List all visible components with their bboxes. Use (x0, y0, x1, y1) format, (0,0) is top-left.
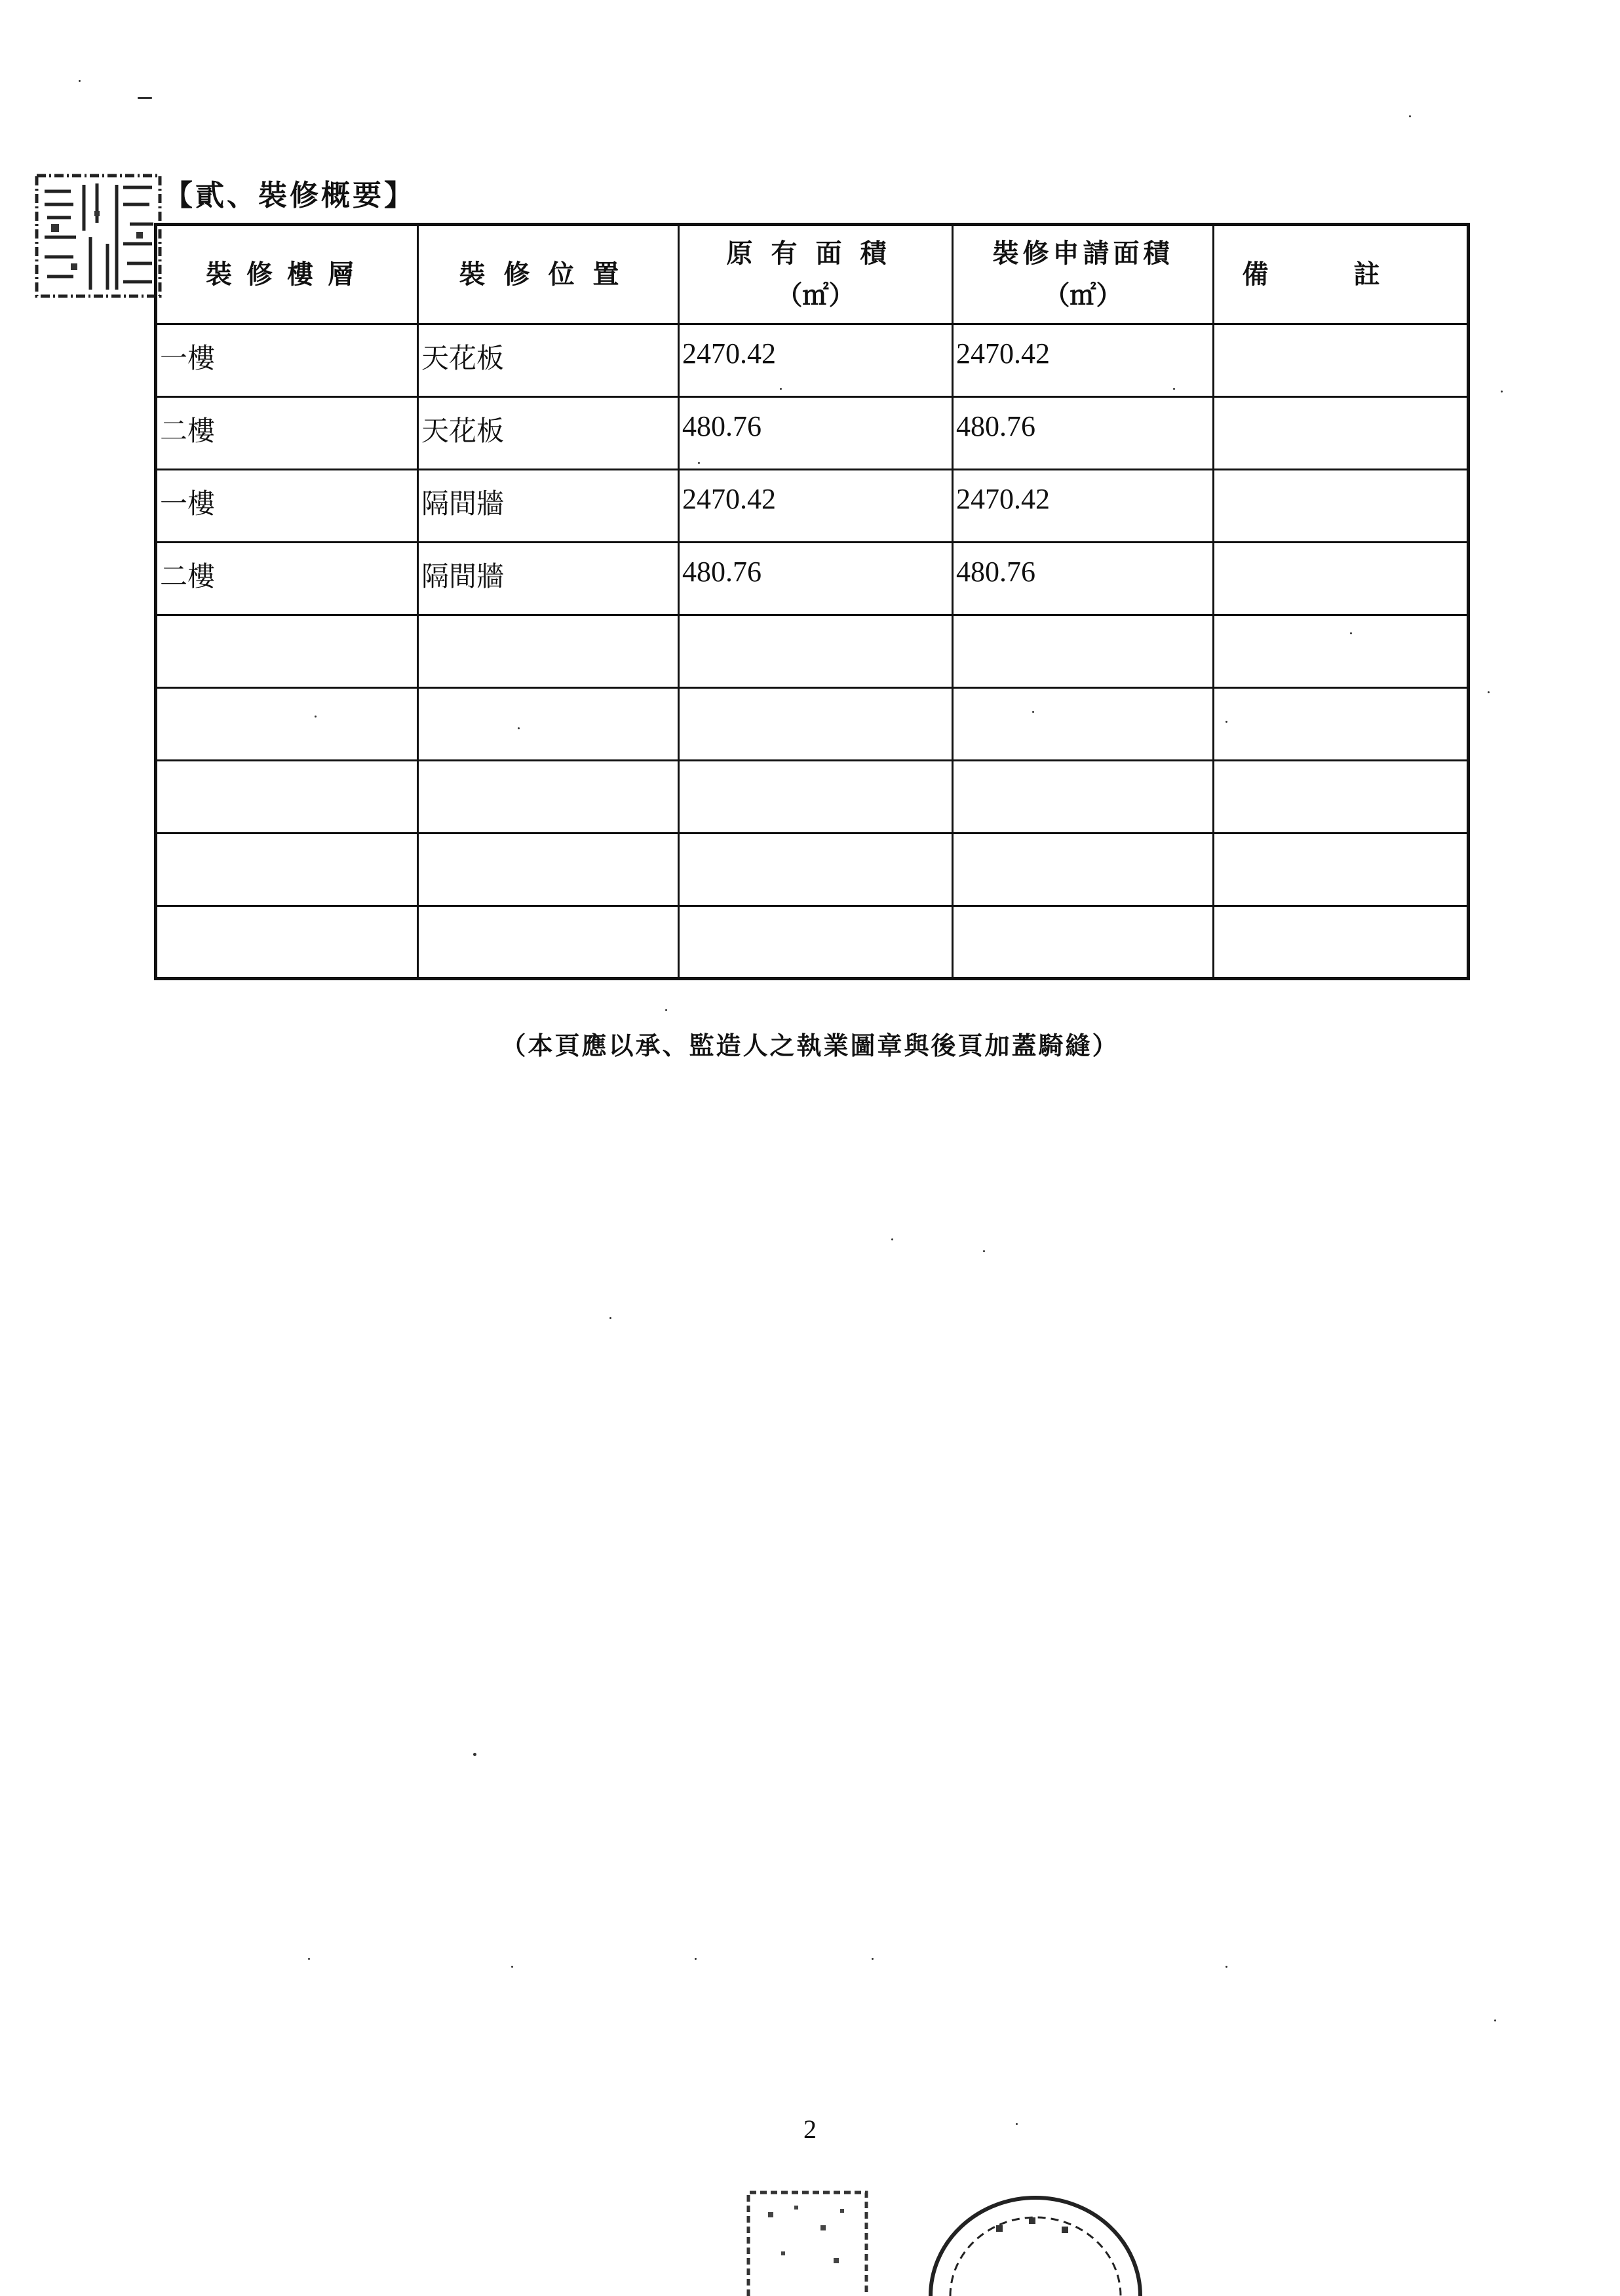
round-seal-icon (917, 2186, 1153, 2296)
cell-original-area (679, 688, 953, 761)
cell-original-area (679, 906, 953, 979)
cell-original-area (679, 761, 953, 833)
table-body (156, 324, 1469, 979)
cell-floor: 二樓 (156, 543, 418, 615)
cell-remarks (1214, 397, 1469, 470)
scan-speck (665, 1009, 667, 1011)
renovation-summary-table (154, 223, 1470, 980)
header-floor-label: 裝修樓層 (206, 259, 368, 290)
header-floor (156, 225, 418, 324)
header-original-area-label: 原有面積 (726, 238, 905, 269)
table-row (156, 615, 1469, 688)
cell-position: 天花板 (418, 397, 679, 470)
table-row (156, 470, 1469, 543)
header-remarks (1214, 225, 1469, 324)
scan-speck (872, 1958, 874, 1960)
scan-speck (695, 1958, 697, 1960)
cell-floor: 二樓 (156, 397, 418, 470)
cell-position: 隔間牆 (418, 470, 679, 543)
cell-applied-area (953, 761, 1214, 833)
cell-applied-area: 2470.42 (953, 470, 1214, 543)
header-position (418, 225, 679, 324)
cell-floor: 一樓 (156, 324, 418, 397)
cell-remarks (1214, 470, 1469, 543)
header-original-area-unit: （㎡） (776, 280, 855, 311)
cell-floor (156, 906, 418, 979)
cell-applied-area (953, 688, 1214, 761)
cell-remarks (1214, 688, 1469, 761)
cell-floor (156, 761, 418, 833)
cell-remarks (1214, 906, 1469, 979)
cell-position (418, 906, 679, 979)
table-row (156, 543, 1469, 615)
table-row (156, 833, 1469, 906)
cell-floor: 一樓 (156, 470, 418, 543)
cell-position (418, 833, 679, 906)
cell-position (418, 688, 679, 761)
table-row (156, 397, 1469, 470)
cell-original-area: 2470.42 (679, 470, 953, 543)
scan-speck (1494, 2019, 1496, 2021)
header-original-area (679, 225, 953, 324)
cell-applied-area: 2470.42 (953, 324, 1214, 397)
header-applied-area (953, 225, 1214, 324)
footnote: （本頁應以承、監造人之執業圖章與後頁加蓋騎縫） (501, 1031, 1119, 1060)
cell-position: 隔間牆 (418, 543, 679, 615)
cell-floor (156, 615, 418, 688)
header-applied-area-unit: （㎡） (1043, 280, 1123, 311)
cell-position (418, 761, 679, 833)
scan-speck (79, 80, 81, 82)
table-row (156, 324, 1469, 397)
header-remarks-label: 備註 (1242, 259, 1465, 290)
cell-original-area: 2470.42 (679, 324, 953, 397)
section-title: 【貳、裝修概要】 (164, 179, 415, 212)
scan-speck (1225, 1966, 1227, 1968)
cell-original-area (679, 833, 953, 906)
scan-speck (308, 1958, 310, 1960)
cell-applied-area (953, 615, 1214, 688)
cell-applied-area: 480.76 (953, 397, 1214, 470)
cell-applied-area: 480.76 (953, 543, 1214, 615)
page-number: 2 (803, 2114, 817, 2144)
header-position-label: 裝修位置 (459, 259, 638, 290)
table-header-row (156, 225, 1469, 324)
table-row (156, 761, 1469, 833)
scan-speck (138, 97, 152, 99)
table-row (156, 688, 1469, 761)
cell-applied-area (953, 906, 1214, 979)
scan-speck (1409, 115, 1411, 117)
cell-floor (156, 688, 418, 761)
scan-speck (1501, 391, 1503, 392)
cell-remarks (1214, 761, 1469, 833)
cell-remarks (1214, 543, 1469, 615)
scan-speck (891, 1238, 893, 1240)
cell-applied-area (953, 833, 1214, 906)
scan-speck (1488, 691, 1490, 693)
header-applied-area-label: 裝修申請面積 (992, 238, 1174, 269)
cell-remarks (1214, 833, 1469, 906)
cell-floor (156, 833, 418, 906)
cell-original-area: 480.76 (679, 397, 953, 470)
cell-position: 天花板 (418, 324, 679, 397)
seal-stamp-icon (742, 2179, 873, 2296)
cell-position (418, 615, 679, 688)
scan-speck (473, 1753, 476, 1756)
scan-speck (511, 1966, 513, 1968)
table-row (156, 906, 1469, 979)
cell-remarks (1214, 324, 1469, 397)
scan-speck (983, 1250, 985, 1252)
scan-speck (609, 1317, 611, 1319)
cell-original-area: 480.76 (679, 543, 953, 615)
cell-remarks (1214, 615, 1469, 688)
cell-original-area (679, 615, 953, 688)
seal-stamp-icon (31, 172, 168, 303)
